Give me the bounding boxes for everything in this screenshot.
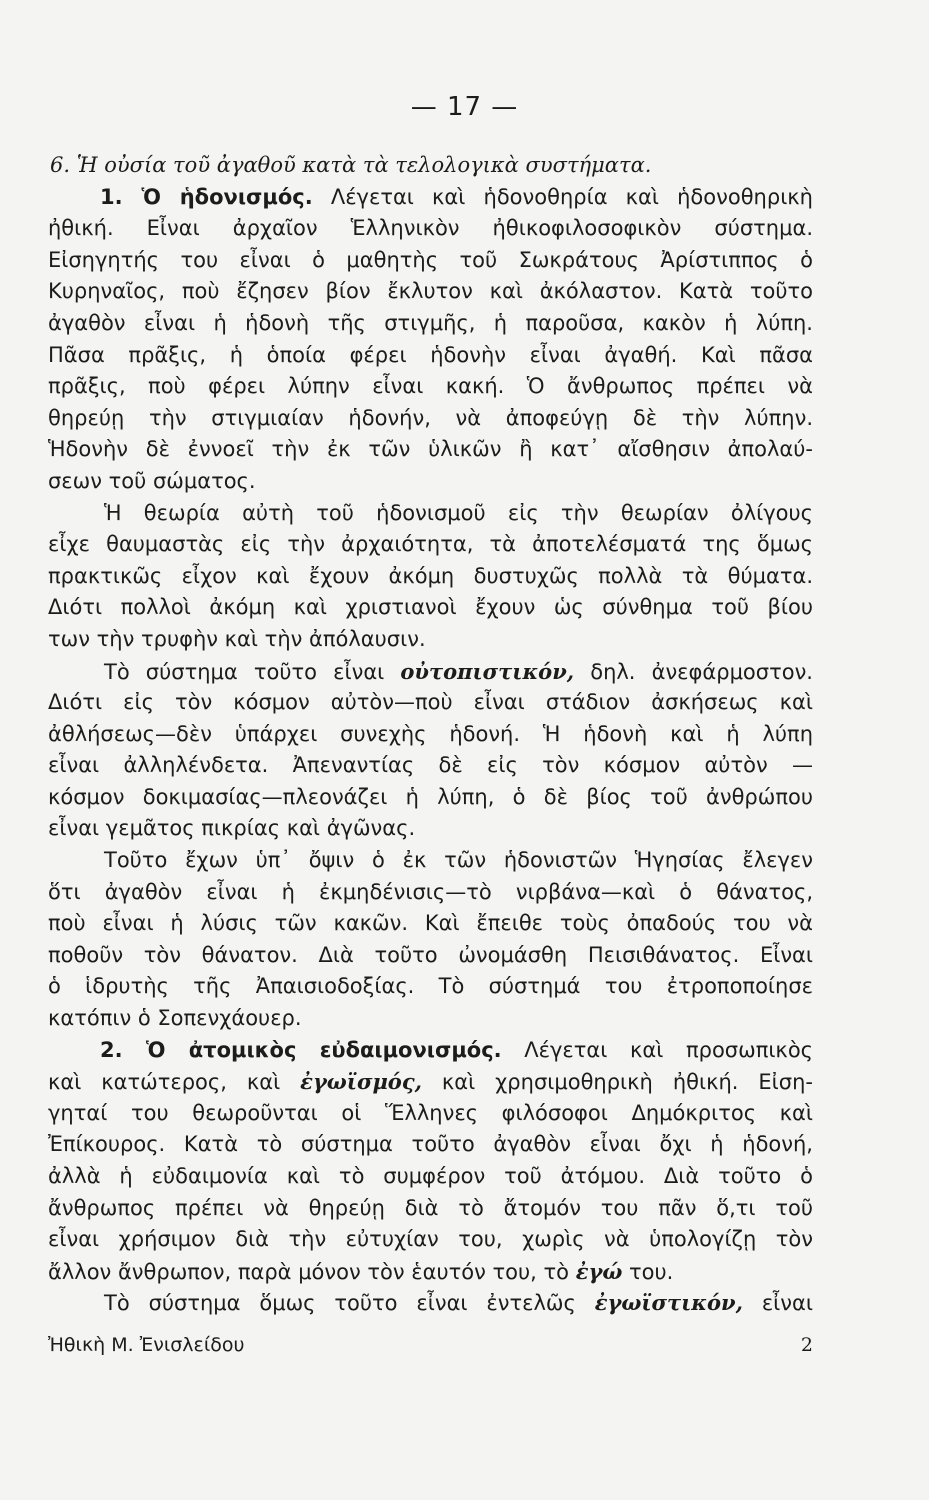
text-line: κόσμον δοκιμασίας—πλεονάζει ἡ λύπη, ὁ δὲ βίος τοῦ ἀνθρώπου (48, 784, 813, 809)
text-span: Λέγεται καὶ προσωπικὸς (524, 1037, 813, 1062)
text-line: ποθοῦν τὸν θάνατον. Διὰ τοῦτο ὠνομάσθη Πεισιθάνατος. Εἶναι (48, 942, 813, 967)
subsection-title: 1. Ὁ ἡδονισμός. (100, 184, 313, 209)
text-span: ἄλλον ἄνθρωπον, παρὰ μόνον τὸν ἑαυτόν του, τὸ (48, 1259, 570, 1284)
text-line: Ἡδονὴν δὲ ἐννοεῖ τὴν ἐκ τῶν ὑλικῶν ἢ κατ᾽ αἴσθησιν ἀπολαύ- (48, 437, 813, 462)
text-line: εἶχε θαυμαστὰς εἰς τὴν ἀρχαιότητα, τὰ ἀποτελέσματά της ὅμως (48, 532, 813, 557)
text-line: ἀγαθὸν εἶναι ἡ ἡδονὴ τῆς στιγμῆς, ἡ παροῦσα, κακὸν ἡ λύπη. (48, 310, 813, 335)
text-line (48, 656, 813, 688)
subsection-title: 2. Ὁ ἀτομικὸς εὐδαιμονισμός. (100, 1037, 502, 1062)
text-line: Ἐπίκουρος. Κατὰ τὸ σύστημα τοῦτο ἀγαθὸν εἶναι ὄχι ἡ ἡδονή, (48, 1132, 813, 1157)
text-span: Λέγεται καὶ ἡδονοθηρία καὶ ἡδονοθηρικὴ (330, 184, 813, 209)
text-span: Τὸ σύστημα ὅμως τοῦτο εἶναι ἐντελῶς (104, 1291, 576, 1316)
emphasis-text: ἐγωϊστικόν, (594, 1290, 743, 1316)
text-span: του. (629, 1259, 674, 1284)
text-span: καὶ κατώτερος, καὶ (48, 1070, 281, 1095)
text-line: ὁ ἱδρυτὴς τῆς Ἀπαισιοδοξίας. Τὸ σύστημά του ἐτροποποίησε (48, 974, 813, 999)
text-line: Κυρηναῖος, ποὺ ἔζησεν βίον ἔκλυτον καὶ ἀκόλαστον. Κατὰ τοῦτο (48, 279, 813, 304)
emphasis-text: οὐτοπιστικόν, (400, 658, 575, 684)
text-line: εἶναι ἀλληλένδετα. Ἀπεναντίας δὲ εἰς τὸν κόσμον αὐτὸν — (48, 753, 813, 778)
text-span: εἶναι (761, 1291, 813, 1316)
text-line: σεων τοῦ σώματος. (48, 468, 256, 493)
text-line (48, 1256, 813, 1288)
text-line (48, 1035, 813, 1067)
text-line: Ἡ θεωρία αὐτὴ τοῦ ἡδονισμοῦ εἰς τὴν θεωρίαν ὀλίγους (104, 500, 813, 525)
text-line: εἶναι γεμᾶτος πικρίας καὶ ἀγῶνας. (48, 816, 416, 841)
text-line (48, 1066, 813, 1098)
page-body (48, 150, 813, 1319)
text-line: ἠθική. Εἶναι ἀρχαῖον Ἑλληνικὸν ἠθικοφιλοσοφικὸν σύστημα. (48, 216, 813, 241)
text-line: Διότι εἰς τὸν κόσμον αὐτὸν—ποὺ εἶναι στάδιον ἀσκήσεως καὶ (48, 690, 813, 715)
text-span: Τὸ σύστημα τοῦτο εἶναι (104, 659, 385, 684)
text-line (48, 1287, 813, 1319)
text-line: πρᾶξις, ποὺ φέρει λύπην εἶναι κακή. Ὁ ἄνθρωπος πρέπει νὰ (48, 374, 813, 399)
footer-book-title: Ἠθικὴ Μ. Ἐνισλείδου (48, 1334, 245, 1356)
signature-mark: 2 (800, 1334, 813, 1356)
text-line: κατόπιν ὁ Σοπενχάουερ. (48, 1006, 302, 1031)
section-heading: 6. Ἡ οὐσία τοῦ ἀγαθοῦ κατὰ τὰ τελολογικὰ συστήματα. (50, 153, 652, 177)
text-line: πρακτικῶς εἶχον καὶ ἔχουν ἀκόμη δυστυχῶς πολλὰ τὰ θύματα. (48, 563, 813, 588)
text-line: των τὴν τρυφὴν καὶ τὴν ἀπόλαυσιν. (48, 626, 426, 651)
text-span: δηλ. ἀνεφάρμοστον. (590, 659, 813, 684)
text-line: ἄνθρωπος πρέπει νὰ θηρεύῃ διὰ τὸ ἄτομόν του πᾶν ὅ,τι τοῦ (48, 1195, 813, 1220)
emphasis-text: ἐγωϊσμός, (300, 1069, 422, 1095)
text-line: ποὺ εἶναι ἡ λύσις τῶν κακῶν. Καὶ ἔπειθε τοὺς ὀπαδούς του νὰ (48, 911, 813, 936)
page-number: — 17 — (410, 92, 519, 122)
text-line: Εἰσηγητής του εἶναι ὁ μαθητὴς τοῦ Σωκράτους Ἀρίστιππος ὁ (48, 247, 813, 272)
text-line: ὅτι ἀγαθὸν εἶναι ἡ ἐκμηδένισις—τὸ νιρβάνα—καὶ ὁ θάνατος, (48, 879, 813, 904)
emphasis-text: ἐγώ (575, 1258, 623, 1284)
text-line (48, 182, 813, 214)
text-line: γηταί του θεωροῦνται οἱ Ἕλληνες φιλόσοφοι Δημόκριτος καὶ (48, 1100, 813, 1125)
page-footer (48, 1330, 813, 1360)
text-line: θηρεύῃ τὴν στιγμιαίαν ἡδονήν, νὰ ἀποφεύγῃ δὲ τὴν λύπην. (48, 405, 813, 430)
text-line: ἀλλὰ ἡ εὐδαιμονία καὶ τὸ συμφέρον τοῦ ἀτόμου. Διὰ τοῦτο ὁ (48, 1164, 813, 1188)
text-line: Πᾶσα πρᾶξις, ἡ ὁποία φέρει ἡδονὴν εἶναι ἀγαθή. Καὶ πᾶσα (48, 342, 813, 367)
text-line: Διότι πολλοὶ ἀκόμη καὶ χριστιανοὶ ἔχουν ὡς σύνθημα τοῦ βίου (48, 595, 813, 620)
text-line: ἀθλήσεως—δὲν ὑπάρχει συνεχὴς ἡδονή. Ἡ ἡδονὴ καὶ ἡ λύπη (48, 721, 813, 746)
text-line: Τοῦτο ἔχων ὑπ᾽ ὄψιν ὁ ἐκ τῶν ἡδονιστῶν Ἡγησίας ἔλεγεν (104, 848, 813, 873)
text-span: καὶ χρησιμοθηρικὴ ἠθική. Εἰση- (441, 1070, 813, 1095)
text-line: εἶναι χρήσιμον διὰ τὴν εὐτυχίαν του, χωρὶς νὰ ὑπολογίζῃ τὸν (48, 1227, 813, 1252)
